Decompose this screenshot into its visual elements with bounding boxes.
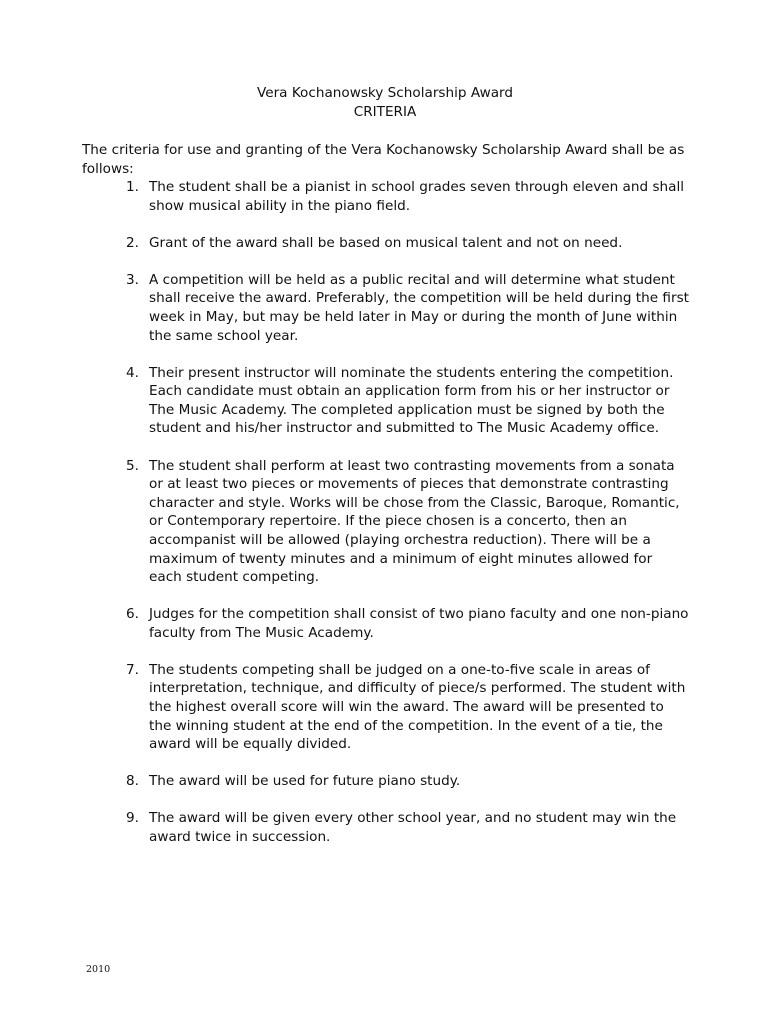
criterion-item — [0, 178, 689, 215]
criterion-number: 2. — [126, 234, 139, 251]
criterion-item — [0, 271, 689, 345]
criterion-text: Grant of the award shall be based on musical talent and not on need. — [149, 234, 623, 251]
criterion-number: 3. — [126, 271, 139, 288]
criterion-number: 7. — [126, 661, 139, 678]
criterion-number: 5. — [126, 457, 139, 474]
criterion-text: The award will be given every other school year, and no student may win the award twice in succession. — [149, 810, 677, 846]
footer-year: 2010 — [86, 964, 111, 975]
criterion-text: The students competing shall be judged on a one-to-five scale in areas of interpretation, technique, and difficulty of piece/s performed. The student with the highest overall score will win the award. The award will be presented to the winning student at the end of the competition. In the event of a tie, the award will be equally divided. — [149, 661, 686, 753]
criterion-item — [0, 457, 689, 587]
criterion-item — [0, 364, 689, 438]
criterion-item — [0, 772, 689, 791]
criterion-number: 8. — [126, 773, 139, 790]
criterion-number: 9. — [126, 810, 139, 827]
criterion-text: The student shall be a pianist in school grades seven through eleven and shall show musical ability in the piano field. — [149, 179, 685, 214]
criterion-text: The student shall perform at least two contrasting movements from a sonata or at least two pieces or movements of pieces that demonstrate contrasting character and style. Works will be chose from the Classic, Baroque, Romantic, or Contemporary repertoire. If the piece chosen is a concerto, then an accompanist will be allowed (playing orchestra reduction). There will be a maximum of twenty minutes and a minimum of eight minutes allowed for each student competing. — [149, 457, 680, 586]
document-subtitle: CRITERIA — [353, 104, 417, 120]
criterion-text: Judges for the competition shall consist of two piano faculty and one non-piano faculty from The Music Academy. — [149, 606, 689, 641]
criterion-item — [0, 661, 689, 754]
criterion-text: Their present instructor will nominate the students entering the competition. Each candidate must obtain an application form from his or her instructor or The Music Academy. The completed application must be signed by both the student and his/her instructor and submitted to The Music Academy office. — [149, 364, 674, 437]
criterion-text: The award will be used for future piano study. — [149, 773, 461, 790]
criteria-list — [0, 178, 770, 865]
criterion-text: A competition will be held as a public recital and will determine what student shall receive the award. Preferably, the competition will be held during the first week in May, but may be held later in May or during the month of June within the same school year. — [149, 271, 689, 344]
title-block — [0, 84, 770, 122]
intro-paragraph: The criteria for use and granting of the Vera Kochanowsky Scholarship Award shall be as follows: — [82, 142, 685, 177]
criterion-number: 1. — [126, 179, 139, 195]
criterion-item — [0, 809, 689, 846]
criterion-item — [0, 234, 689, 253]
criterion-item — [0, 605, 689, 642]
criterion-number: 4. — [126, 364, 139, 381]
criterion-number: 6. — [126, 606, 139, 623]
document-title: Vera Kochanowsky Scholarship Award — [256, 85, 514, 101]
